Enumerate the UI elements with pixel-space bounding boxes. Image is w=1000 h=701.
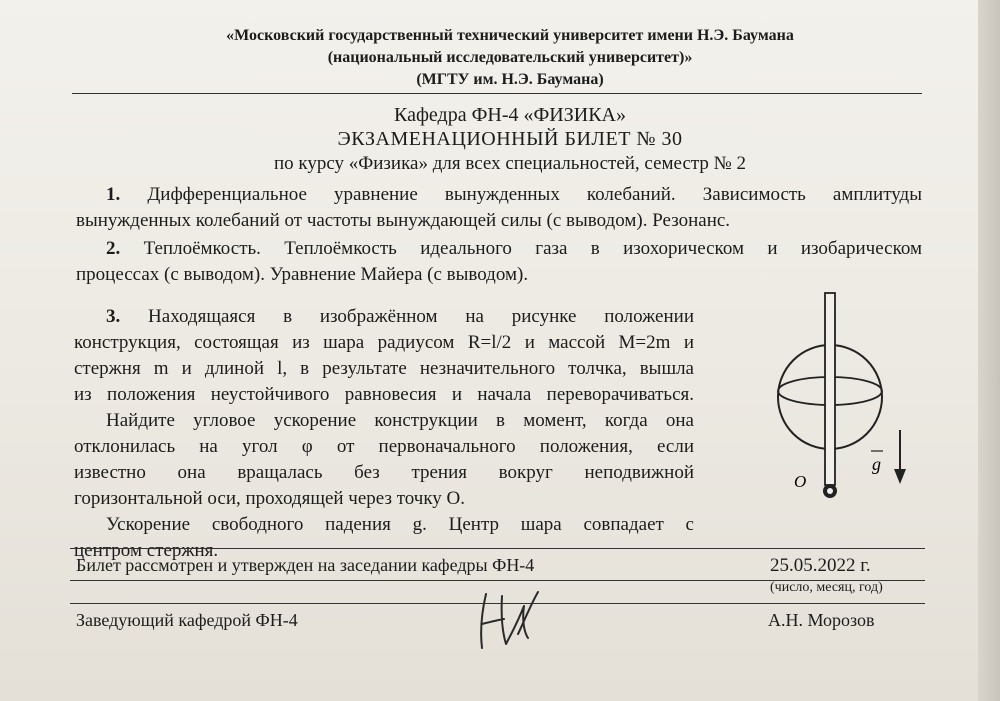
pivot-label-o: O [794, 472, 807, 491]
question-3-line-10: центром стержня. [74, 540, 219, 561]
header-divider [72, 93, 922, 94]
footer-divider-top [70, 548, 925, 549]
head-of-department-name: А.Н. Морозов [768, 610, 875, 630]
question-3-number: 3. [106, 306, 121, 327]
approval-date: 25.05.2022 г. [770, 555, 871, 576]
gravity-label: g [872, 454, 881, 474]
question-3-line-1: Находящаяся в изображённом на рисунке положении [148, 306, 694, 327]
sphere-rod-figure [760, 285, 930, 510]
question-2-number: 2. [106, 238, 121, 259]
date-hint: (число, месяц, год) [770, 580, 883, 595]
question-1-text-a: Дифференциальное уравнение вынужденных колебаний. Зависимость амплитуды [147, 184, 922, 205]
question-3-line-5: Найдите угловое ускорение конструкции в момент, когда она [106, 410, 694, 431]
question-1 [76, 182, 922, 234]
department-title: Кафедра ФН-4 «ФИЗИКА» [394, 104, 626, 126]
university-name-line2: (национальный исследовательский университет)» [327, 49, 693, 66]
question-1-number: 1. [106, 184, 121, 205]
question-3-line-2: конструкция, состоящая из шара радиусом R=l/2 и массой M=2m и [74, 332, 694, 353]
question-2-text-b: процессах (с выводом). Уравнение Майера (с выводом). [76, 264, 529, 285]
question-3 [74, 304, 694, 564]
question-2-text-a: Теплоёмкость. Теплоёмкость идеального газа в изохорическом и изобарическом [143, 238, 923, 259]
paper-edge [978, 0, 1000, 701]
question-3-line-9: Ускорение свободного падения g. Центр шара совпадает с [106, 514, 694, 535]
question-2 [76, 236, 922, 288]
ticket-title: ЭКЗАМЕНАЦИОННЫЙ БИЛЕТ № 30 [337, 128, 683, 150]
question-3-line-7: известно она вращалась без трения вокруг неподвижной [74, 462, 694, 483]
signature [472, 586, 552, 656]
head-of-department-label: Заведующий кафедрой ФН-4 [76, 610, 298, 630]
course-subtitle: по курсу «Физика» для всех специальностей, семестр № 2 [273, 153, 747, 174]
question-3-line-4: из положения неустойчивого равновесия и начала переворачиваться. [74, 384, 694, 405]
approval-statement: Билет рассмотрен и утвержден на заседании кафедры ФН-4 [76, 555, 535, 575]
question-1-text-b: вынужденных колебаний от частоты вынуждающей силы (с выводом). Резонанс. [76, 210, 731, 231]
university-abbrev: (МГТУ им. Н.Э. Баумана) [416, 71, 604, 88]
university-name-line1: «Московский государственный технический университет имени Н.Э. Баумана [226, 27, 794, 44]
question-3-line-3: стержня m и длиной l, в результате незначительного толчка, вышла [74, 358, 694, 379]
question-3-line-8: горизонтальной оси, проходящей через точку O. [74, 488, 466, 509]
question-3-line-6: отклонилась на угол φ от первоначального положения, если [74, 436, 694, 457]
gravity-arrow-head [894, 469, 906, 484]
rod [825, 293, 835, 485]
